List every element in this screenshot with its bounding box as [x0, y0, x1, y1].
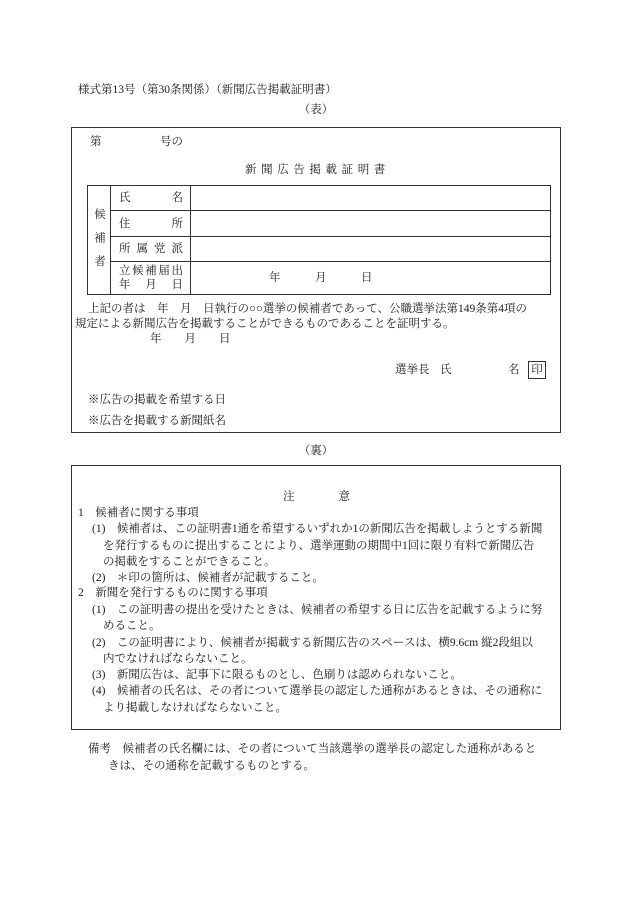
filing-date-label-line-2: 年 月 日 — [119, 279, 183, 291]
certificate-number-suffix: 号の — [160, 136, 183, 148]
filing-date-label-cell — [111, 262, 191, 295]
name-value-cell — [191, 186, 551, 211]
address-row — [88, 211, 551, 237]
name-row — [88, 186, 551, 211]
section-1-item-1-line-1: (1) 候補者は、この証明書1通を希望するいずれか1の新聞広告を掲載しようとする新聞 — [92, 523, 543, 535]
section-2-item-3-line-1: (3) 新聞広告は、記事下に限るものとし、色刷りは認められないこと。 — [92, 669, 462, 681]
candidate-label-cell — [88, 186, 111, 295]
section-2-heading: 2 新聞を発行するものに関する事項 — [78, 587, 268, 599]
section-1-heading: 1 候補者に関する事項 — [78, 507, 199, 519]
note-newspaper-name: ※広告を掲載する新聞紙名 — [88, 415, 226, 427]
notice-title: 注 意 — [283, 491, 357, 503]
signatory-title: 選挙長 — [395, 364, 430, 376]
certificate-number-prefix: 第 — [90, 136, 102, 148]
address-label: 住 所 — [111, 211, 191, 237]
party-row — [88, 237, 551, 262]
filing-date-label-line-1: 立候補届出 — [119, 265, 183, 277]
section-2-item-2-line-1: (2) この証明書により、候補者が掲載する新聞広告のスペースは、横9.6cm 縦2段組以 — [92, 637, 533, 649]
section-2-item-1-line-2: めること。 — [103, 620, 161, 632]
section-1-item-1-line-3: の掲載をすることができること。 — [103, 556, 276, 568]
remarks-line-2: きは、その通称を記載するものとする。 — [108, 760, 315, 772]
filing-date-value-cell — [191, 262, 551, 295]
signatory-name-label-1: 氏 — [440, 364, 452, 376]
section-2-item-2-line-2: 内でなければならないこと。 — [103, 653, 253, 665]
section-2-item-4-line-1: (4) 候補者の氏名は、その者について選挙長の認定した通称があるときは、その通称に — [92, 685, 543, 697]
section-1-item-1-line-2: を発行するものに提出することにより、選挙運動の期間中1回に限り有料で新聞広告 — [103, 540, 535, 552]
statement-line-2: 規定による新聞広告を掲載することができるものであることを証明する。 — [75, 318, 455, 330]
front-side-label: （表） — [298, 104, 334, 116]
filing-date-value: 年 月 日 — [269, 272, 373, 284]
remarks-line-1: 備考 候補者の氏名欄には、その者について当該選挙の選挙長の認定した通称があると — [88, 743, 537, 755]
form-number: 様式第13号（第30条関係）（新聞広告掲載証明書） — [78, 84, 337, 96]
section-2-item-1-line-1: (1) この証明書の提出を受けたときは、候補者の希望する日に広告を記載するように努 — [92, 604, 543, 616]
name-label: 氏 名 — [111, 186, 191, 211]
section-2-item-4-line-2: より掲載しなければならないこと。 — [103, 702, 287, 714]
statement-line-1: 上記の者は 年 月 日執行の○○選挙の候補者であって、公職選挙法第149条第4項の — [88, 303, 528, 315]
address-value-cell — [191, 211, 551, 237]
certificate-title: 新聞広告掲載証明書 — [245, 164, 390, 176]
back-side-label: （裏） — [298, 445, 334, 457]
party-value-cell — [191, 237, 551, 262]
candidate-label: 候補者 — [93, 207, 105, 279]
party-label: 所属党派 — [111, 237, 191, 262]
section-1-item-2-line-1: (2) ＊印の箇所は、候補者が記載すること。 — [92, 572, 324, 584]
filing-date-row — [88, 262, 551, 295]
seal-mark: 印 — [528, 361, 546, 379]
candidate-table — [87, 185, 551, 295]
issue-date: 年 月 日 — [150, 333, 231, 345]
note-preferred-date: ※広告の掲載を希望する日 — [88, 394, 226, 406]
signatory-name-label-2: 名 — [508, 364, 520, 376]
